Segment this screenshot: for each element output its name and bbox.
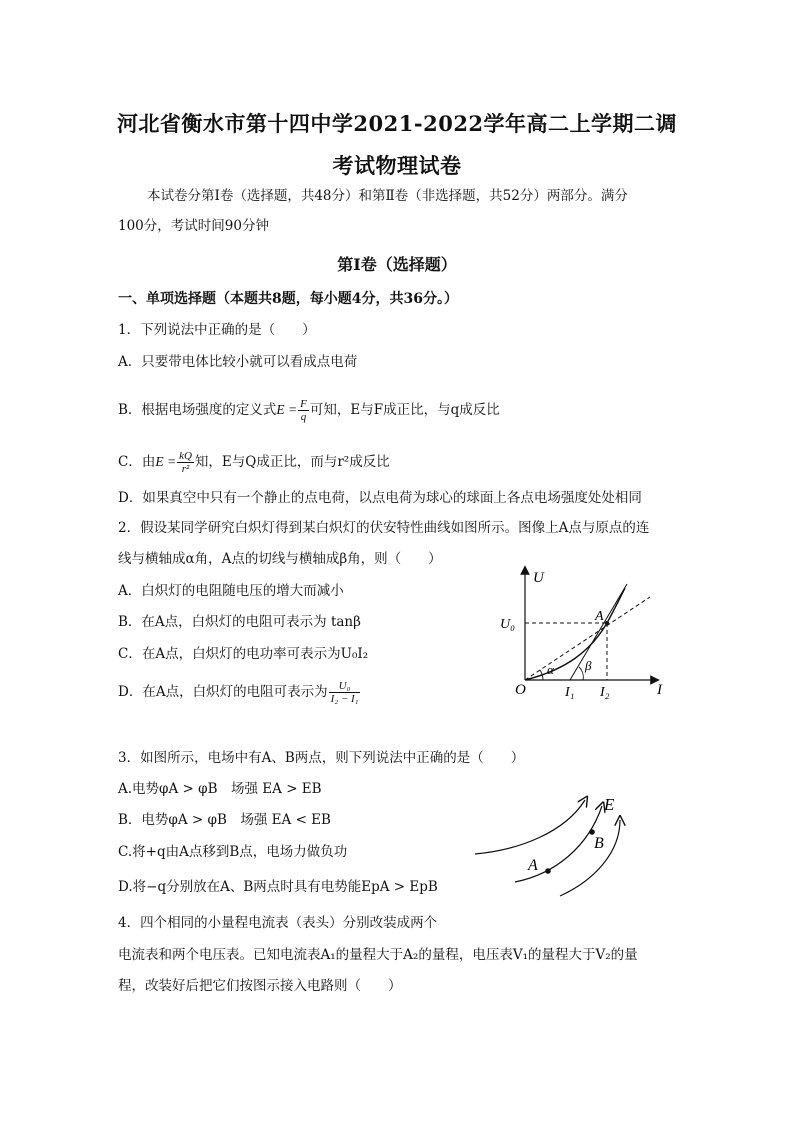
q3-option-d: D.将−q分别放在A、B两点时具有电势能EpA > EpB: [118, 879, 438, 895]
q1-option-b: B．根据电场强度的定义式E = $\frac{F}{q}$ 可知，E与F成正比，与q成反比: [118, 398, 500, 423]
i-axis-label: I: [657, 682, 662, 698]
alpha-label: α: [547, 662, 554, 677]
point-a-dot: [605, 621, 609, 625]
tangent-line: [570, 584, 627, 680]
q1-c-fraction: $\frac{kQ}{\text{r²}}$: [179, 450, 192, 475]
point-b-dot: [589, 829, 595, 835]
iv-curve: [525, 588, 625, 680]
origin-label: O: [515, 682, 526, 698]
q2-option-c: C．在A点，白炽灯的电功率可表示为U₀I₂: [118, 646, 369, 662]
q1-option-a: A．只要带电体比较小就可以看成点电荷: [118, 354, 358, 370]
exam-title-line1: 河北省衡水市第十四中学2021-2022学年高二上学期二调: [116, 111, 678, 136]
i2-label: I₂: [600, 685, 610, 700]
q1-option-c: C．由E = $\frac{kQ}{\text{r²}}$ 知，E与Q成正比，而与r²成反比: [118, 450, 390, 475]
part-heading: 一、单项选择题（本题共8题，每小题4分，共36分。）: [118, 291, 458, 307]
point-a-label: A: [528, 857, 538, 874]
beta-arc: [579, 667, 583, 680]
point-a-dot: [545, 868, 551, 874]
i1-label: I₁: [565, 685, 575, 700]
exam-title-line2: 考试物理试卷: [332, 153, 462, 178]
q1-option-d: D．如果真空中只有一个静止的点电荷，以点电荷为球心的球面上各点电场强度处处相同: [118, 490, 642, 506]
q1-b-fraction: $\frac{F}{q}$: [300, 398, 307, 423]
field-label: E: [604, 795, 615, 814]
section-title: 第Ⅰ卷（选择题）: [337, 255, 457, 274]
q2-option-b: B．在A点，白炽灯的电阻可表示为 tanβ: [118, 614, 361, 630]
beta-label: β: [585, 658, 592, 673]
point-a-label: A: [595, 609, 604, 624]
q3-option-a: A.电势φA > φB 场强 EA > EB: [118, 781, 322, 797]
q3-option-b: B．电势φA > φB 场强 EA < EB: [118, 812, 331, 828]
q1-stem: 1．下列说法中正确的是（ ）: [118, 322, 316, 338]
q4-line1: 4．四个相同的小量程电流表（表头）分别改装成两个: [118, 915, 438, 931]
q2-option-a: A．白炽灯的电阻随电压的增大而减小: [118, 583, 344, 599]
q3-option-c: C.将+q由A点移到B点，电场力做负功: [118, 844, 348, 860]
q2-stem-line1: 2．假设某同学研究白炽灯得到某白炽灯的伏安特性曲线如图所示。图像上A点与原点的连: [118, 520, 650, 536]
u-axis-label: U: [533, 570, 544, 586]
q2-stem-line2: 线与横轴成α角，A点的切线与横轴成β角，则（ ）: [118, 551, 442, 567]
q2-d-fraction: $\frac{\text{U₀}}{\text{I₂ − I₁}}$: [330, 680, 359, 705]
field-line-1: [475, 800, 585, 854]
q4-line3: 程，改装好后把它们按图示接入电路则（ ）: [118, 978, 402, 994]
intro-line1: 本试卷分第Ⅰ卷（选择题，共48分）和第Ⅱ卷（非选择题，共52分）两部分。满分: [147, 188, 628, 204]
iv-curve-graph: [495, 562, 675, 707]
intro-line2: 100分，考试时间90分钟: [118, 218, 269, 234]
q3-stem: 3．如图所示，电场中有A、B两点，则下列说法中正确的是（ ）: [118, 750, 525, 766]
q4-line2: 电流表和两个电压表。已知电流表A₁的量程大于A₂的量程，电压表V₁的量程大于V₂的量: [118, 947, 638, 963]
u0-label: U₀: [500, 617, 515, 632]
electric-field-figure: [470, 792, 650, 902]
point-b-label: B: [594, 835, 604, 852]
q2-option-d: D．在A点，白炽灯的电阻可表示为 $\frac{\text{U₀}}{\text{I₂ − I₁}}$: [118, 680, 359, 705]
